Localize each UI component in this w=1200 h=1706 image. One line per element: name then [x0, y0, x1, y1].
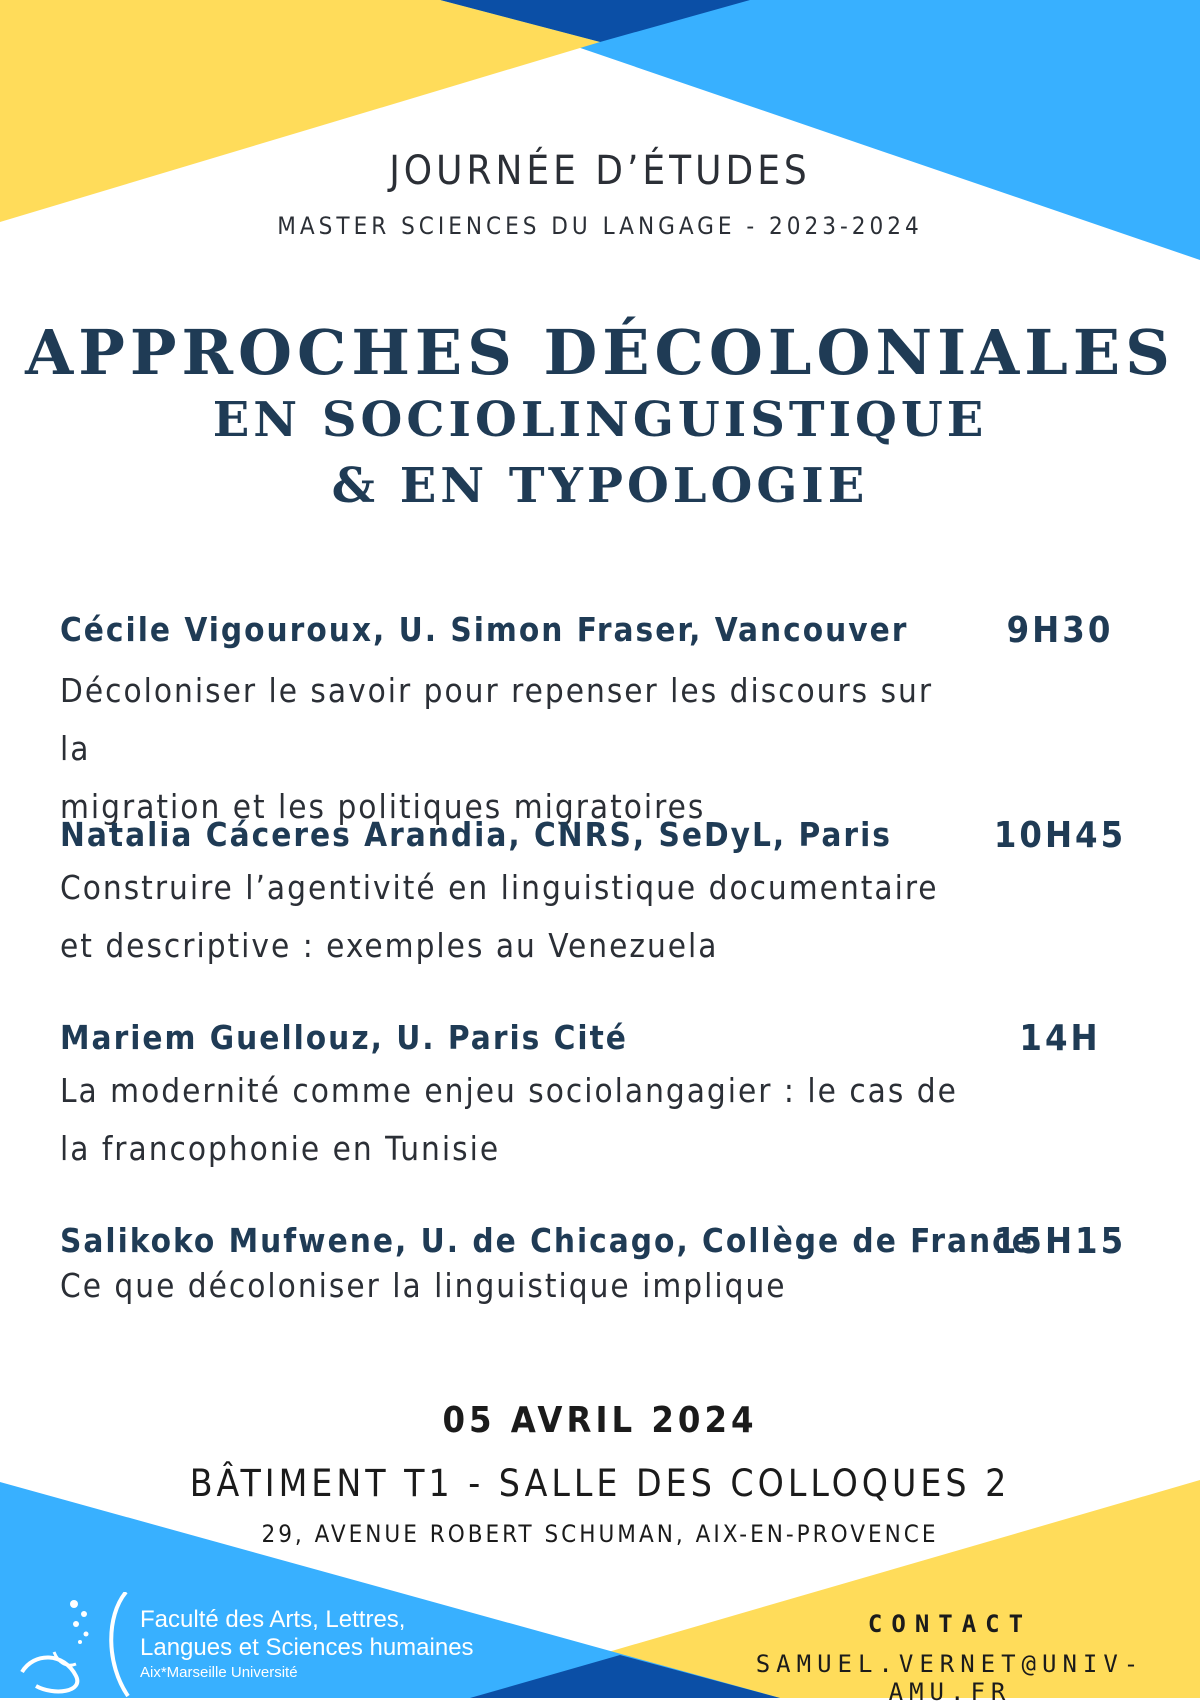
main-title-line-1: APPROCHES DÉCOLONIALES	[25, 316, 1175, 389]
talk-time: 9H30	[1006, 610, 1114, 651]
talk-description-line: Construire l’agentivité en linguistique documentaire	[60, 868, 939, 907]
talk-description-line: et descriptive : exemples au Venezuela	[60, 926, 719, 965]
talk-time: 14H	[1019, 1018, 1101, 1059]
talk-speaker: Cécile Vigouroux, U. Simon Fraser, Vancouver	[60, 610, 909, 649]
event-address: 29, AVENUE ROBERT SCHUMAN, AIX-EN-PROVENCE	[261, 1520, 939, 1548]
talk-description	[60, 662, 960, 836]
talk-speaker: Mariem Guellouz, U. Paris Cité	[60, 1018, 628, 1057]
talk-description-line: migration et les politiques migratoires	[60, 787, 706, 826]
contact-label: CONTACT	[867, 1610, 1033, 1638]
talk-description	[60, 1062, 960, 1178]
faculty-logo-icon	[14, 1592, 134, 1698]
talk-description	[60, 1257, 1060, 1315]
contact-email-link[interactable]: SAMUEL.VERNET@UNIV-AMU.FR	[755, 1650, 1145, 1706]
program-subtitle: MASTER SCIENCES DU LANGAGE - 2023-2024	[277, 212, 923, 240]
talk-item	[60, 1221, 1140, 1321]
talk-description-line: Ce que décoloniser la linguistique implique	[60, 1266, 787, 1305]
talk-speaker: Natalia Cáceres Arandia, CNRS, SeDyL, Paris	[60, 815, 892, 854]
talk-item	[60, 1018, 1140, 1168]
talk-description-line: Décoloniser le savoir pour repenser les discours sur la	[60, 671, 934, 768]
talk-description-line: La modernité comme enjeu sociolangagier : le cas de	[60, 1071, 958, 1110]
main-title-line-2: EN SOCIOLINGUISTIQUE	[212, 392, 988, 448]
talk-time: 15H15	[993, 1221, 1127, 1262]
talk-time: 10H45	[993, 815, 1127, 856]
talk-speaker: Salikoko Mufwene, U. de Chicago, Collège de France	[60, 1221, 1034, 1260]
event-venue: BÂTIMENT T1 - SALLE DES COLLOQUES 2	[189, 1462, 1011, 1505]
talk-description	[60, 859, 960, 975]
talk-item	[60, 815, 1140, 965]
main-title-line-3: & EN TYPOLOGIE	[331, 458, 869, 514]
talk-item	[60, 610, 1140, 826]
event-date: 05 AVRIL 2024	[442, 1400, 758, 1441]
university-name: Aix*Marseille Université	[140, 1664, 298, 1681]
faculty-name	[140, 1606, 474, 1684]
talk-description-line: la francophonie en Tunisie	[60, 1129, 501, 1168]
faculty-name-line: Langues et Sciences humaines	[140, 1634, 474, 1661]
event-kicker: JOURNÉE D’ÉTUDES	[389, 148, 811, 194]
faculty-name-line: Faculté des Arts, Lettres,	[140, 1606, 406, 1633]
